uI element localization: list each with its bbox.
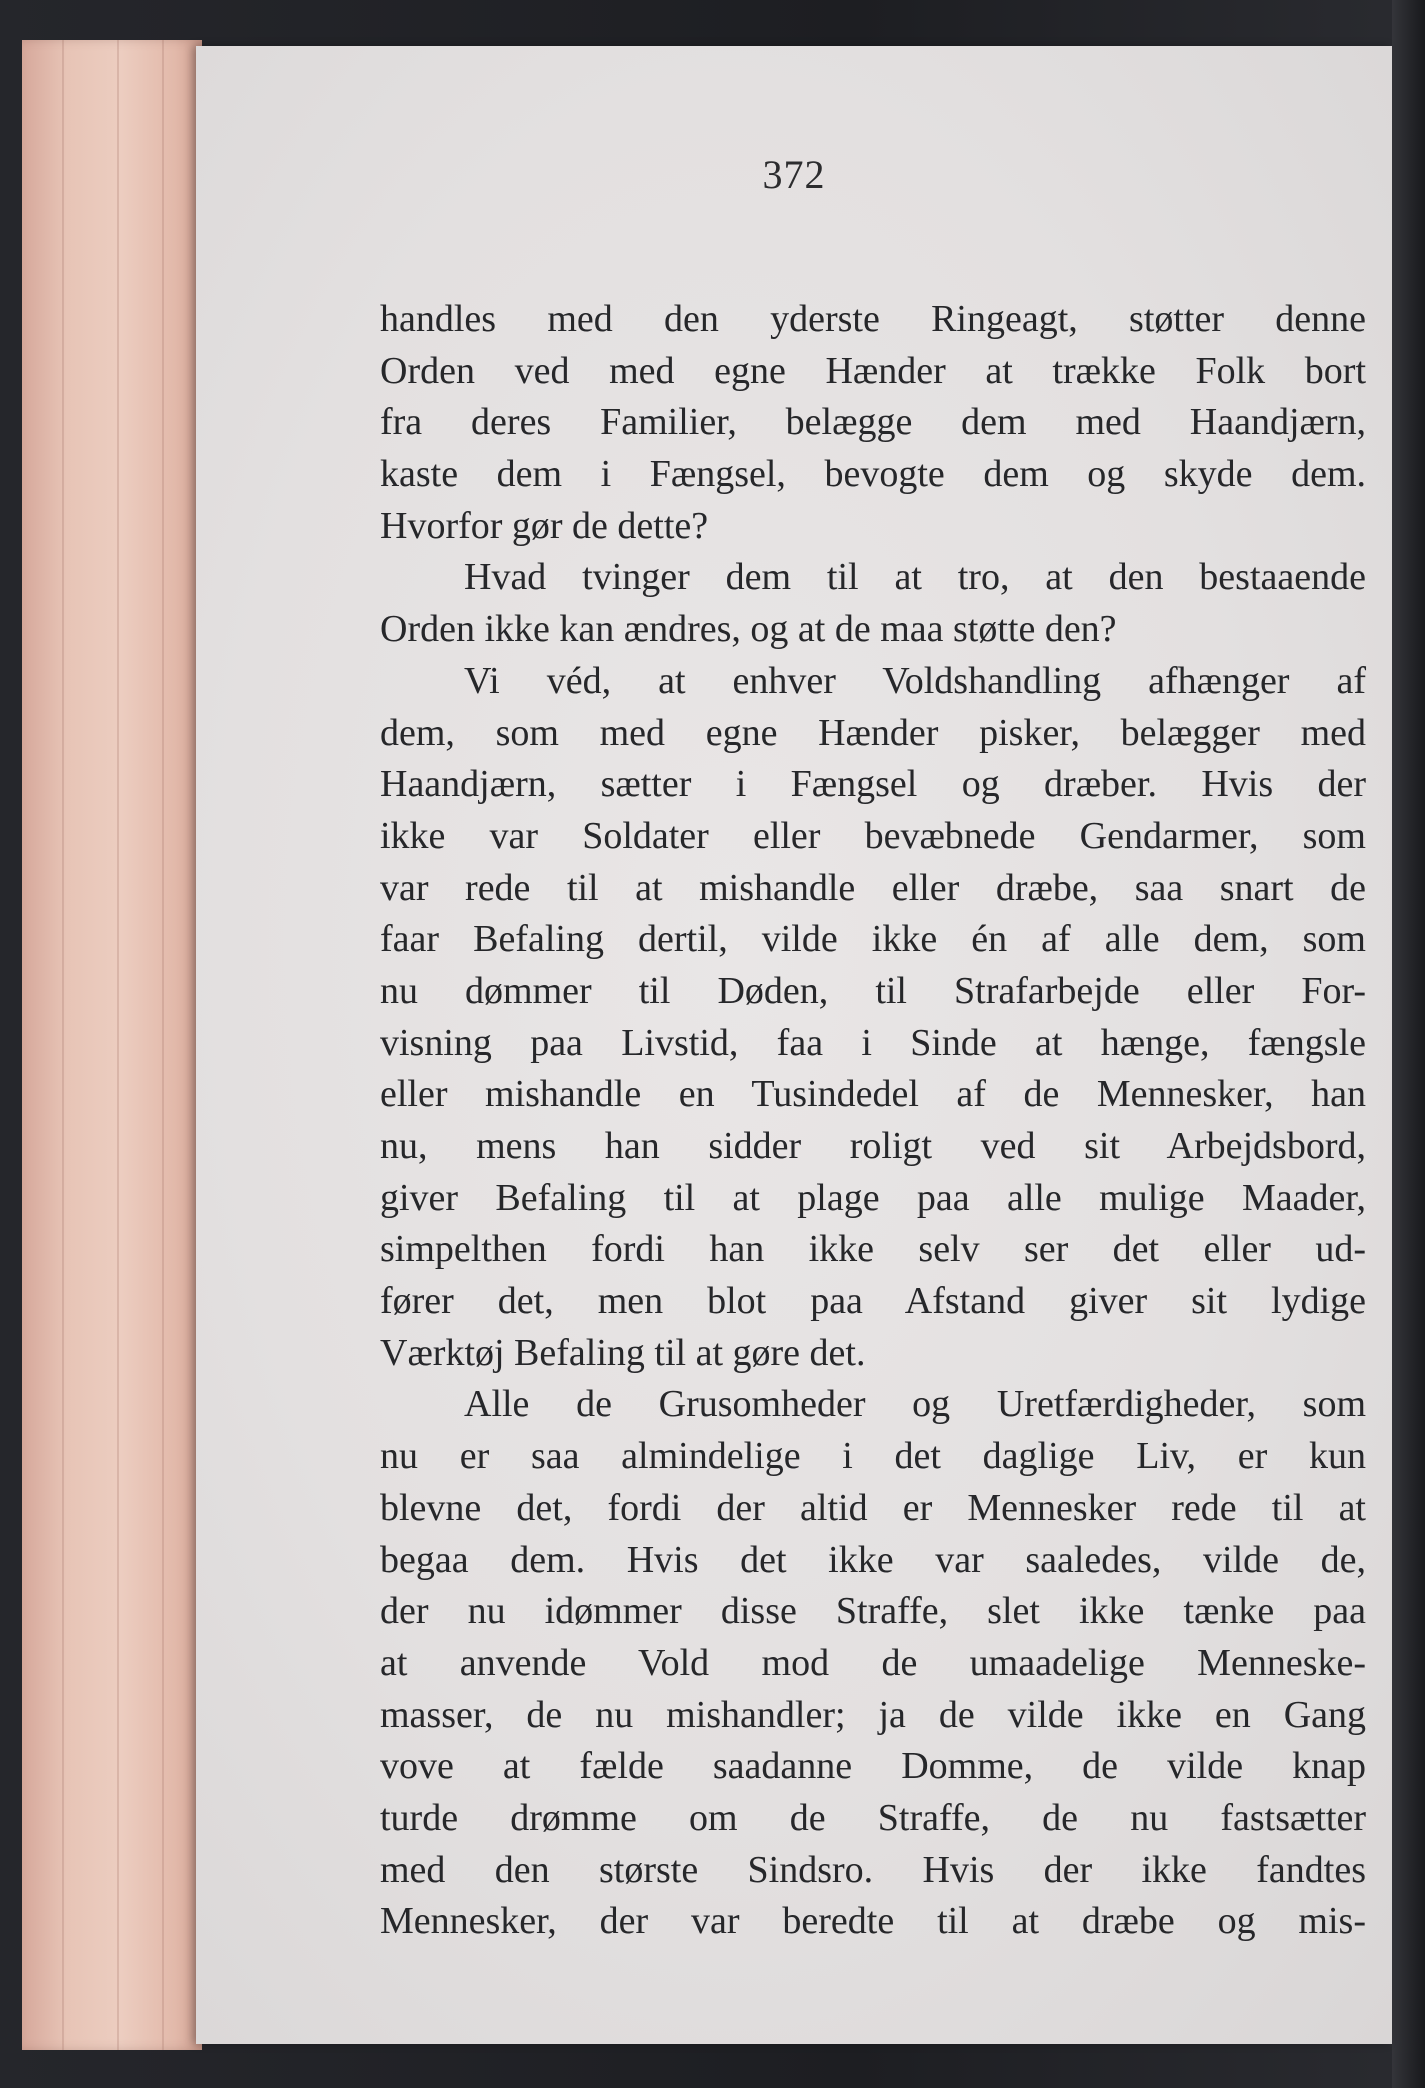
text-line: turde drømme om de Straffe, de nu fastsætter (380, 1796, 1366, 1839)
text-line: ikke var Soldater eller bevæbnede Gendarmer, som (380, 814, 1366, 857)
text-line: eller mishandle en Tusindedel af de Mennesker, han (380, 1073, 1366, 1116)
text-line: Vi véd, at enhver Voldshandling afhænger af (464, 659, 1366, 702)
book-page (196, 46, 1392, 2044)
page-block-edge (22, 40, 202, 2050)
text-line: der nu idømmer disse Straffe, slet ikke tænke paa (380, 1590, 1366, 1633)
text-line: simpelthen fordi han ikke selv ser det eller ud- (380, 1228, 1366, 1271)
text-line: fører det, men blot paa Afstand giver sit lydige (380, 1280, 1366, 1323)
text-line: blevne det, fordi der altid er Mennesker rede til at (380, 1486, 1366, 1529)
text-line: begaa dem. Hvis det ikke var saaledes, vilde de, (380, 1538, 1366, 1581)
book-cover-edge (1392, 0, 1425, 2088)
text-line: Hvorfor gør de dette? (380, 504, 709, 547)
text-line: nu dømmer til Døden, til Strafarbejde eller For- (380, 969, 1366, 1012)
text-line: Værktøj Befaling til at gøre det. (380, 1331, 866, 1374)
text-line: Mennesker, der var beredte til at dræbe og mis- (380, 1900, 1366, 1943)
text-line: vove at fælde saadanne Domme, de vilde knap (380, 1745, 1366, 1788)
text-line: Orden ikke kan ændres, og at de maa støtte den? (380, 608, 1117, 651)
text-line: nu er saa almindelige i det daglige Liv, er kun (380, 1435, 1366, 1478)
text-line: Orden ved med egne Hænder at trække Folk bort (380, 349, 1366, 392)
text-line: fra deres Familier, belægge dem med Haandjærn, (380, 401, 1366, 444)
text-line: Hvad tvinger dem til at tro, at den bestaaende (464, 556, 1366, 599)
text-line: visning paa Livstid, faa i Sinde at hænge, fængsle (380, 1021, 1366, 1064)
text-line: kaste dem i Fængsel, bevogte dem og skyde dem. (380, 453, 1366, 496)
text-line: faar Befaling dertil, vilde ikke én af alle dem, som (380, 918, 1366, 961)
text-line: dem, som med egne Hænder pisker, belægger med (380, 711, 1366, 754)
text-line: med den største Sindsro. Hvis der ikke fandtes (380, 1848, 1366, 1891)
text-line: nu, mens han sidder roligt ved sit Arbejdsbord, (380, 1125, 1366, 1167)
text-line: Haandjærn, sætter i Fængsel og dræber. Hvis der (380, 763, 1366, 806)
page-number: 372 (762, 152, 826, 197)
text-line: var rede til at mishandle eller dræbe, saa snart de (380, 866, 1366, 909)
text-line: masser, de nu mishandler; ja de vilde ikke en Gang (380, 1693, 1366, 1736)
text-line: handles med den yderste Ringeagt, støtter denne (380, 298, 1366, 340)
text-line: giver Befaling til at plage paa alle mulige Maader, (380, 1176, 1366, 1219)
text-line: at anvende Vold mod de umaadelige Menneske- (380, 1641, 1366, 1684)
body-text (380, 294, 1366, 1948)
text-line: Alle de Grusomheder og Uretfærdigheder, som (464, 1383, 1366, 1426)
